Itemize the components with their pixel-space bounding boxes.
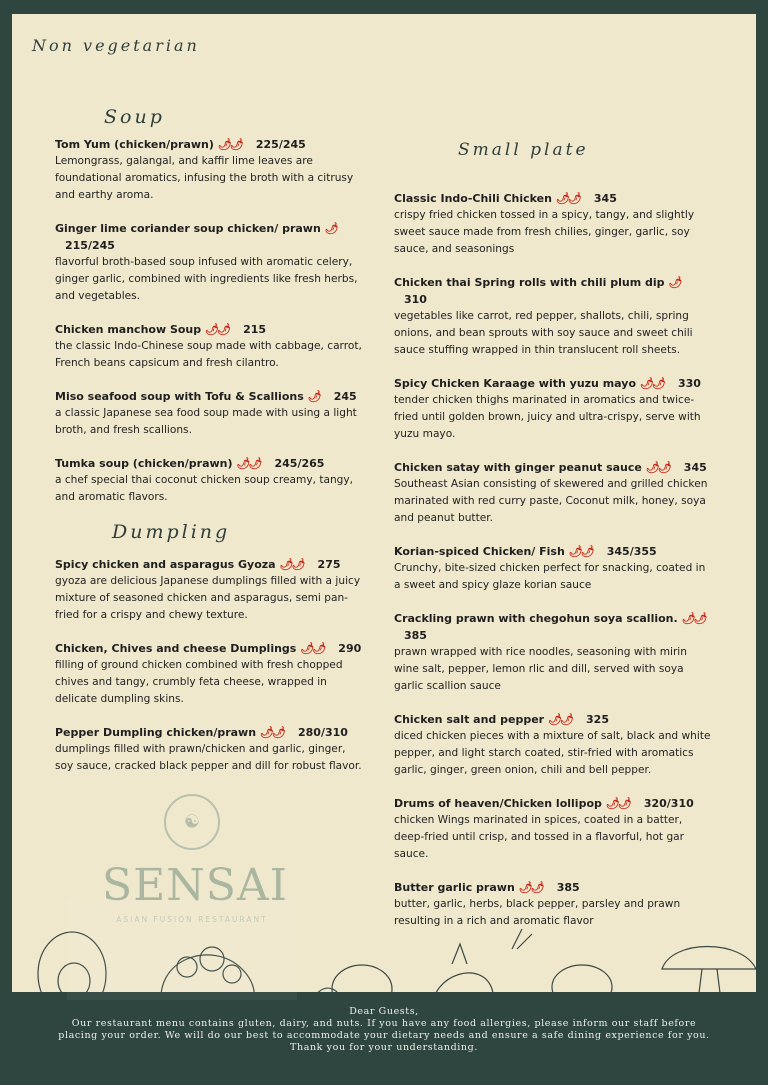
item-name: Ginger lime coriander soup chicken/ prawn [55, 222, 321, 235]
item-name: Spicy Chicken Karaage with yuzu mayo [394, 377, 636, 390]
item-description: tender chicken thighs marinated in aromatics and twice-fried until golden brown, juicy and ultra-crispy, serve with yuzu mayo. [394, 394, 701, 440]
menu-item [394, 543, 714, 594]
item-name: Tom Yum (chicken/prawn) [55, 138, 214, 151]
menu-item-title [394, 711, 714, 728]
item-description: filling of ground chicken combined with fresh chopped chives and tangy, crumbly feta cheese, wrapped in delicate dumpling skins. [55, 659, 343, 705]
item-price: 215 [243, 323, 267, 336]
item-description: dumplings filled with prawn/chicken and garlic, ginger, soy sauce, cracked black pepper and dill for robust flavor. [55, 743, 362, 772]
item-price: 245/265 [274, 457, 325, 470]
item-name: Chicken satay with ginger peanut sauce [394, 461, 642, 474]
notice-line: placing your order. We will do our best to accommodate your dietary needs and ensure a safe dining experience for you. [58, 1030, 710, 1041]
menu-item-title [394, 459, 714, 476]
chili-icon: 🌶🌶 [645, 461, 670, 474]
item-description: vegetables like carrot, red pepper, shallots, chili, spring onions, and bean sprouts with soy sauce and sweet chili sauce stuffing wrapped in thin translucent roll sheets. [394, 310, 693, 356]
menu-item [394, 459, 714, 527]
menu-item [394, 190, 714, 258]
section-title-soup: Soup [104, 106, 165, 128]
item-price: 345 [593, 192, 617, 205]
item-price: 320/310 [643, 797, 694, 810]
menu-item [55, 640, 365, 708]
chili-icon: 🌶🌶 [518, 881, 543, 894]
notice-line: Dear Guests, [349, 1006, 419, 1017]
item-name: Butter garlic prawn [394, 881, 515, 894]
swirl-emblem-icon: ☯ [164, 794, 220, 850]
item-name: Pepper Dumpling chicken/prawn [55, 726, 257, 739]
item-description: flavorful broth-based soup infused with aromatic celery, ginger garlic, combined with ingredients like fresh herbs, and vegetables. [55, 256, 358, 302]
menu-item-title [55, 455, 365, 472]
menu-item [394, 711, 714, 779]
item-name: Tumka soup (chicken/prawn) [55, 457, 233, 470]
soup-list [55, 136, 365, 522]
menu-item-title [55, 724, 365, 741]
item-description: a chef special thai coconut chicken soup creamy, tangy, and aromatic flavors. [55, 474, 354, 503]
item-name: Korian-spiced Chicken/ Fish [394, 545, 565, 558]
item-price: 310 [404, 293, 427, 306]
item-price: 290 [338, 642, 362, 655]
chili-icon: 🌶🌶 [640, 377, 664, 390]
menu-item-title [55, 640, 365, 657]
item-name: Chicken salt and pepper [394, 713, 545, 726]
item-price: 325 [586, 713, 609, 726]
menu-item-title [55, 388, 365, 405]
chili-icon: 🌶 [307, 390, 320, 403]
item-description: a classic Japanese sea food soup made with using a light broth, and fresh scallions. [55, 407, 357, 436]
item-price: 385 [404, 629, 427, 642]
item-price: 245 [333, 390, 357, 403]
chili-icon: 🌶🌶 [260, 726, 284, 739]
menu-item [394, 274, 714, 359]
item-description: diced chicken pieces with a mixture of salt, black and white pepper, and light starch coated, stir-fried with aromatics garlic, ginger, green onion, chili and bell pepper. [394, 730, 711, 776]
chili-icon: 🌶🌶 [568, 545, 593, 558]
menu-item-title [55, 321, 365, 338]
item-price: 280/310 [297, 726, 348, 739]
chili-icon: 🌶 [668, 276, 681, 289]
menu-item-title [394, 610, 714, 644]
menu-item-title [394, 375, 714, 392]
logo-shadow-box [67, 900, 297, 1000]
menu-item-title [394, 274, 714, 308]
menu-item-title [394, 543, 714, 560]
chili-icon: 🌶🌶 [555, 192, 580, 205]
page-title: Non vegetarian [32, 36, 200, 55]
menu-item-title [55, 556, 365, 573]
item-description: gyoza are delicious Japanese dumplings filled with a juicy mixture of seasoned chicken and asparagus, semi pan-fried for a crispy and chewy texture. [55, 575, 361, 621]
chili-icon: 🌶🌶 [279, 558, 304, 571]
chili-icon: 🌶🌶 [236, 457, 261, 470]
item-description: butter, garlic, herbs, black pepper, parsley and prawn resulting in a rich and aromatic flavor [394, 898, 681, 927]
menu-item [55, 455, 365, 506]
item-description: crispy fried chicken tossed in a spicy, tangy, and slightly sweet sauce made from fresh chilies, ginger, garlic, soy sauce, and seasonings [394, 209, 695, 255]
item-name: Crackling prawn with chegohun soya scallion. [394, 612, 678, 625]
menu-item-title [394, 795, 714, 812]
item-name: Chicken thai Spring rolls with chili plum dip [394, 276, 665, 289]
item-price: 275 [317, 558, 341, 571]
menu-item [55, 388, 365, 439]
chili-icon: 🌶 [324, 222, 337, 235]
menu-item-title [394, 879, 714, 896]
allergy-notice [0, 1006, 768, 1054]
menu-item [55, 724, 365, 775]
menu-item [394, 795, 714, 863]
item-name: Miso seafood soup with Tofu & Scallions [55, 390, 304, 403]
menu-item-title [55, 220, 365, 254]
item-description: Crunchy, bite-sized chicken perfect for snacking, coated in a sweet and spicy glaze korian sauce [394, 562, 706, 591]
menu-item [55, 220, 365, 305]
menu-item [55, 321, 365, 372]
notice-line: Thank you for your understanding. [290, 1042, 478, 1053]
item-description: Southeast Asian consisting of skewered and grilled chicken marinated with red curry paste, Coconut milk, honey, soya and peanut butter. [394, 478, 708, 524]
item-price: 345/355 [606, 545, 657, 558]
item-name: Chicken manchow Soup [55, 323, 202, 336]
item-price: 225/245 [255, 138, 306, 151]
item-price: 330 [677, 377, 701, 390]
chili-icon: 🌶🌶 [205, 323, 230, 336]
menu-item [394, 375, 714, 443]
menu-item-title [55, 136, 365, 153]
item-description: Lemongrass, galangal, and kaffir lime leaves are foundational aromatics, infusing the broth with a citrusy and earthy aroma. [55, 155, 354, 201]
item-description: prawn wrapped with rice noodles, seasoning with mirin wine salt, pepper, lemon rlic and dill, served with soya garlic scallion sauce [394, 646, 687, 692]
item-name: Classic Indo-Chili Chicken [394, 192, 552, 205]
item-price: 215/245 [65, 239, 115, 252]
small-plate-list [394, 190, 714, 946]
item-name: Drums of heaven/Chicken lollipop [394, 797, 602, 810]
notice-line: Our restaurant menu contains gluten, dairy, and nuts. If you have any food allergies, please inform our staff before [71, 1018, 697, 1029]
item-name: Chicken, Chives and cheese Dumplings [55, 642, 297, 655]
item-price: 345 [683, 461, 707, 474]
menu-item [55, 136, 365, 204]
logo-tagline: ASIAN FUSION RESTAURANT [116, 915, 268, 924]
menu-item [55, 556, 365, 624]
logo-brand: SENSAI [102, 860, 289, 911]
item-price: 385 [556, 881, 580, 894]
section-title-dumpling: Dumpling [112, 521, 231, 543]
menu-item-title [394, 190, 714, 207]
dumpling-list [55, 556, 365, 791]
chili-icon: 🌶🌶 [605, 797, 630, 810]
section-title-small-plate: Small plate [458, 140, 589, 160]
item-description: the classic Indo-Chinese soup made with cabbage, carrot, French beans capsicum and fresh cilantro. [55, 340, 362, 369]
menu-item [394, 610, 714, 695]
chili-icon: 🌶🌶 [217, 138, 242, 151]
item-description: chicken Wings marinated in spices, coated in a batter, deep-fried until crisp, and tossed in a flavorful, hot gar sauce. [394, 814, 685, 860]
chili-icon: 🌶🌶 [681, 612, 706, 625]
chili-icon: 🌶🌶 [300, 642, 325, 655]
item-name: Spicy chicken and asparagus Gyoza [55, 558, 276, 571]
chili-icon: 🌶🌶 [548, 713, 573, 726]
